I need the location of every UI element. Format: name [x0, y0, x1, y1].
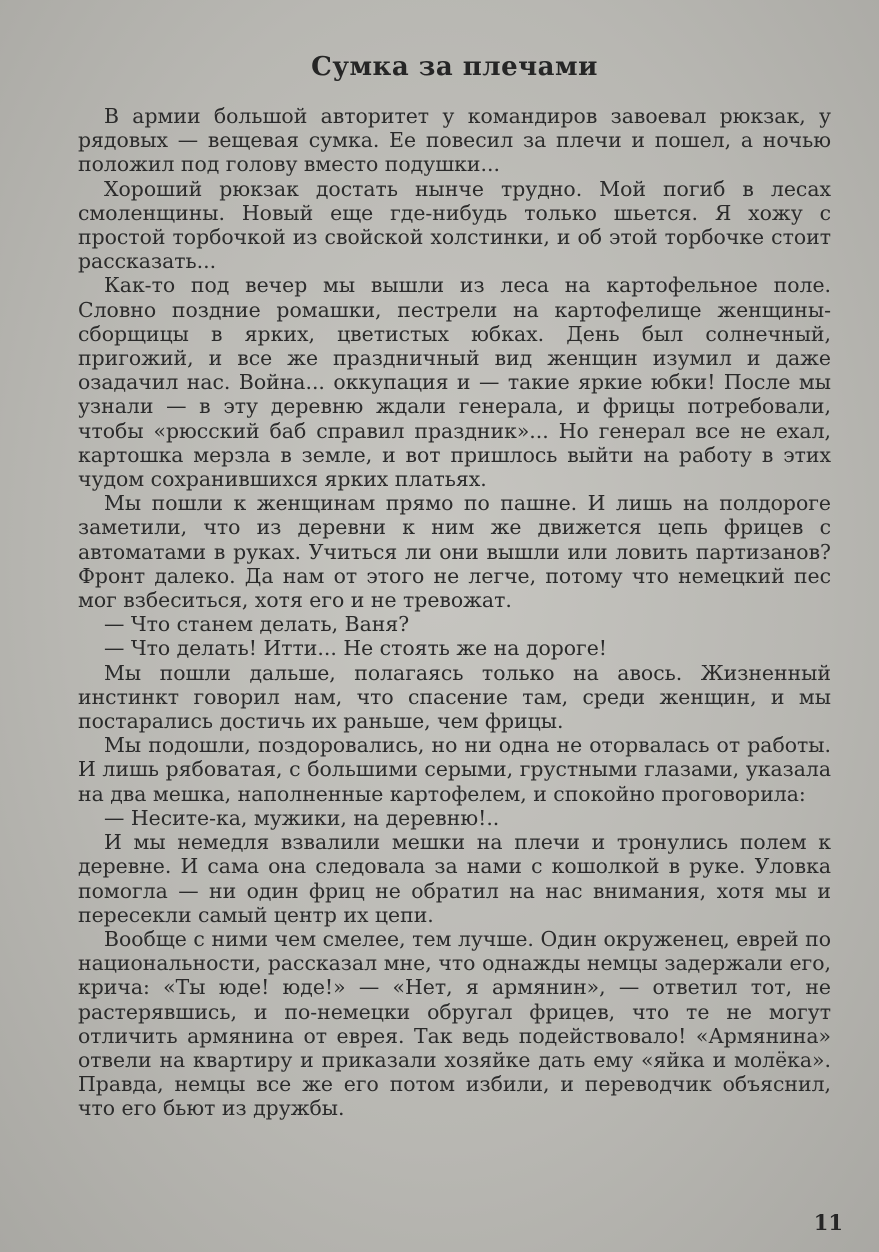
paragraph: Хороший рюкзак достать нынче трудно. Мой погиб в лесах смоленщины. Новый еще где-нибудь только шьется. Я хожу с простой торбочкой из свойской холстинки, и об этой торбочке стоит рассказать...	[78, 176, 831, 274]
paragraph: Вообще с ними чем смелее, тем лучше. Один окруженец, еврей по национальности, рассказал мне, что однажды немцы задержали его, крича: «Ты юде! юде!» — «Нет, я армянин», — ответил тот, не растерявшись, и по-немецки обругал фрицев, что те не могут отличить армянина от еврея. Так ведь подействовало! «Армянина» отвели на квартиру и приказали хозяйке дать ему «яйка и молёка». Правда, немцы все же его потом избили, и переводчик объяснил, что его бьют из дружбы.	[78, 926, 831, 1121]
paragraph: Мы пошли дальше, полагаясь только на авось. Жизненный инстинкт говорил нам, что спасение там, среди женщин, и мы постарались достичь их раньше, чем фрицы.	[78, 660, 831, 734]
paragraph: Мы пошли к женщинам прямо по пашне. И лишь на полдороге заметили, что из деревни к ним же движется цепь фрицев с автоматами в руках. Учиться ли они вышли или ловить партизанов? Фронт далеко. Да нам от этого не легче, потому что немецкий пес мог взбеситься, хотя его и не тревожат.	[78, 491, 831, 613]
body-text	[78, 104, 831, 1121]
chapter-title: Сумка за плечами	[311, 52, 598, 82]
dialogue-line: — Что делать! Итти... Не стоять же на дороге!	[104, 636, 607, 661]
paragraph: Мы подошли, поздоровались, но ни одна не оторвалась от работы. И лишь рябоватая, с большими серыми, грустными глазами, указала на два мешка, наполненные картофелем, и спокойно проговорила:	[78, 733, 831, 806]
paragraph: В армии большой авторитет у командиров завоевал рюкзак, у рядовых — вещевая сумка. Ее повесил за плечи и пошел, а ночью положил под голову вместо подушки...	[78, 104, 831, 177]
page-number: 11	[813, 1210, 843, 1235]
paragraph: Как-то под вечер мы вышли из леса на картофельное поле. Словно поздние ромашки, пестрели на картофелище женщины-сборщицы в ярких, цветистых юбках. День был солнечный, пригожий, и все же праздничный вид женщин изумил и даже озадачил нас. Война... оккупация и — такие яркие юбки! После мы узнали — в эту деревню ждали генерала, и фрицы потребовали, чтобы «рюсский баб справил праздник»... Но генерал все не ехал, картошка мерзла в земле, и вот пришлось выйти на работу в этих чудом сохранившихся ярких платьях.	[78, 273, 831, 492]
dialogue-line: — Несите-ка, мужики, на деревню!..	[104, 805, 500, 830]
paragraph: И мы немедля взвалили мешки на плечи и тронулись полем к деревне. И сама она следовала за нами с кошолкой в руке. Уловка помогла — ни один фриц не обратил на нас внимания, хотя мы и пересекли самый центр их цепи.	[78, 830, 831, 927]
dialogue-line: — Что станем делать, Ваня?	[104, 612, 410, 637]
